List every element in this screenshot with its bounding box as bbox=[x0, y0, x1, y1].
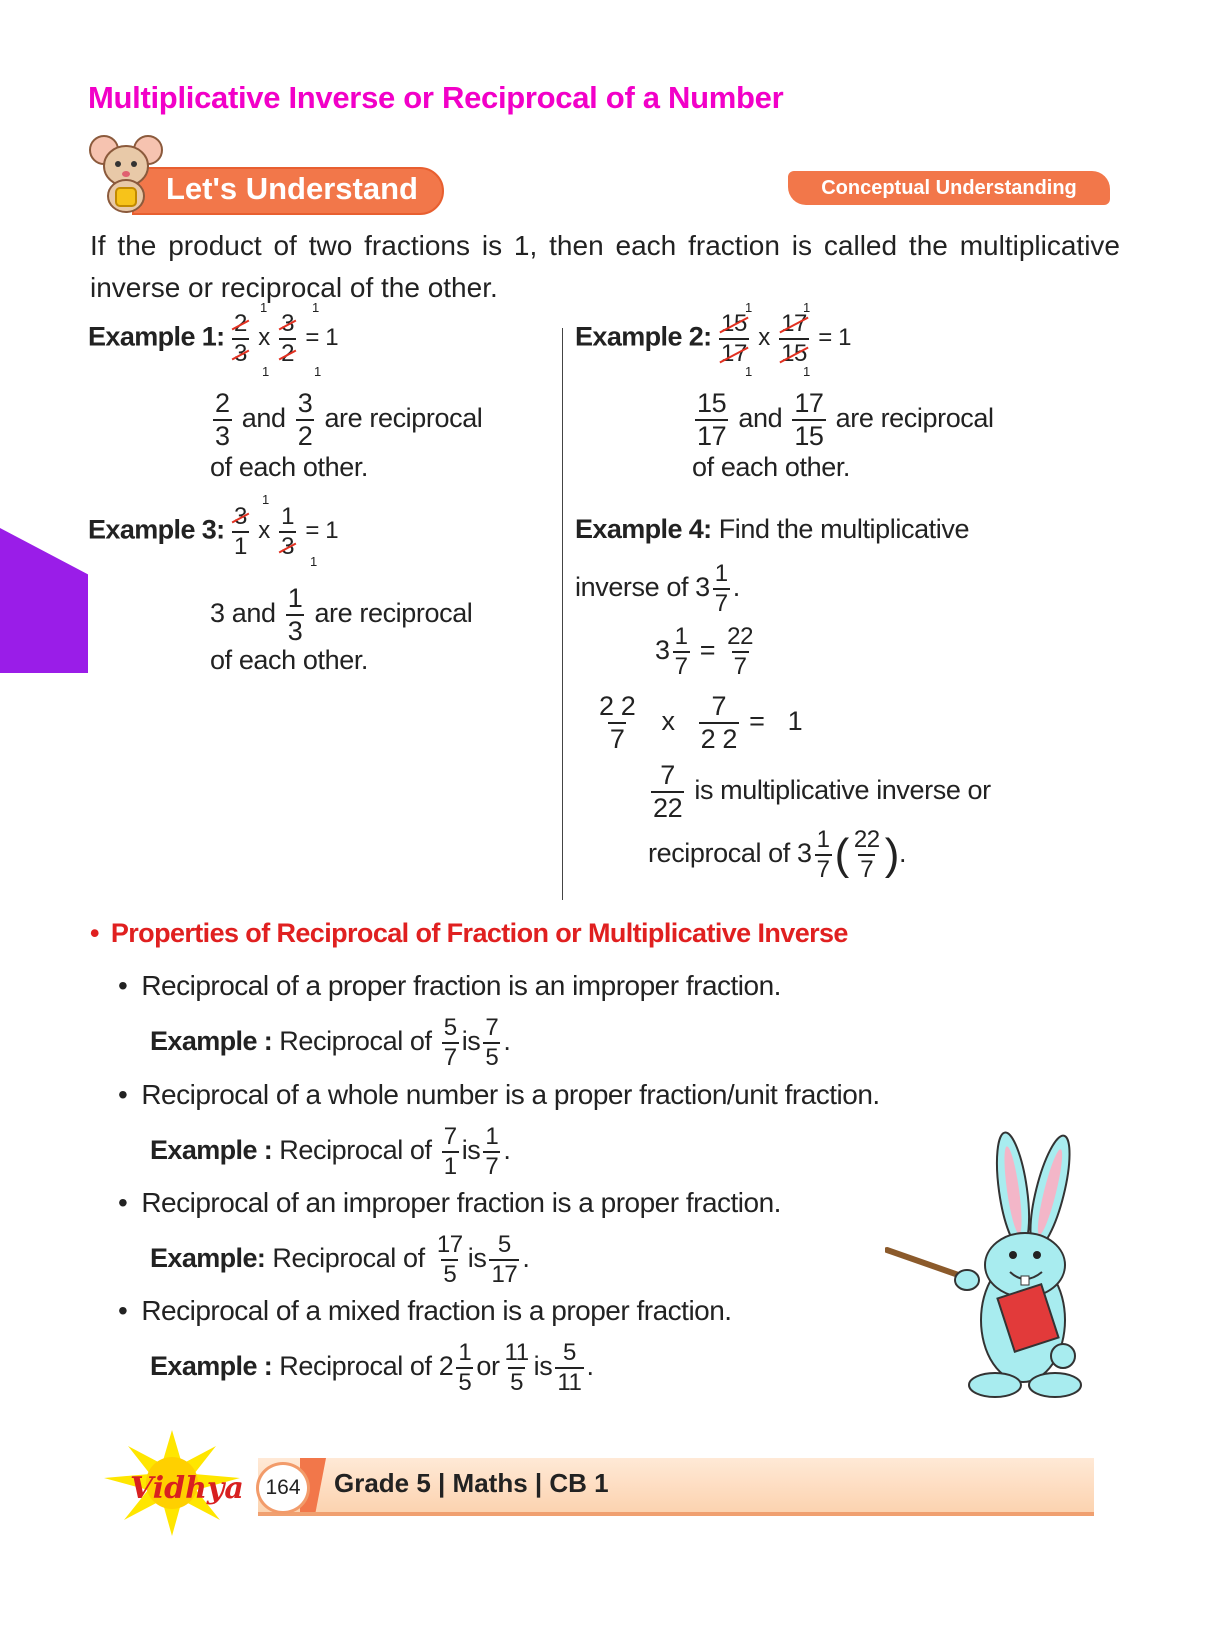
cancel-mark: 1 bbox=[310, 554, 318, 569]
cancel-mark: 1 bbox=[314, 364, 322, 379]
frac-den: 2 bbox=[297, 421, 313, 451]
frac-den: 7 bbox=[674, 653, 688, 680]
property-item bbox=[118, 1187, 781, 1219]
example-4-step-1 bbox=[655, 625, 758, 679]
frac-num: 2 2 bbox=[599, 691, 636, 721]
example-1-equation bbox=[88, 312, 338, 366]
frac-num: 5 bbox=[562, 1339, 576, 1366]
frac-num: 1 bbox=[287, 583, 303, 613]
cancel-mark: 1 bbox=[312, 300, 320, 315]
frac-num: 5 bbox=[443, 1014, 457, 1041]
lets-understand-label: Let's Understand bbox=[166, 171, 418, 206]
reciprocal-of-text: reciprocal of bbox=[648, 838, 790, 869]
frac-num: 7 bbox=[443, 1123, 457, 1150]
cancel-mark: 1 bbox=[745, 300, 753, 315]
example-label: Example: bbox=[150, 1243, 266, 1274]
example-3-label: Example 3: bbox=[88, 514, 225, 545]
frac-num: 17 bbox=[436, 1231, 463, 1258]
ex2-a-den: 17 bbox=[721, 340, 747, 367]
question-text-2: inverse of bbox=[575, 572, 689, 603]
cancel-mark: 1 bbox=[262, 492, 270, 507]
ex3-b-num: 1 bbox=[281, 503, 295, 530]
example-2-label: Example 2: bbox=[575, 321, 712, 352]
example-2-statement bbox=[692, 390, 994, 450]
frac-den: 7 bbox=[609, 724, 625, 754]
period: . bbox=[503, 1135, 511, 1166]
frac-den: 7 bbox=[860, 856, 874, 883]
frac-den: 2 2 bbox=[700, 724, 738, 754]
question-text: Find the multiplicative bbox=[718, 514, 970, 544]
ex3-b-den: 3 bbox=[281, 533, 295, 560]
property-example bbox=[150, 1341, 594, 1395]
frac-den: 15 bbox=[794, 421, 824, 451]
ex1-b-den: 2 bbox=[281, 340, 295, 367]
are-reciprocal-text: are reciprocal bbox=[835, 403, 994, 434]
ex1-a-num: 2 bbox=[234, 310, 247, 337]
example-4-question bbox=[575, 514, 969, 545]
frac-num: 2 bbox=[215, 388, 230, 418]
frac-den: 7 bbox=[733, 653, 747, 680]
right-paren: ) bbox=[884, 830, 899, 879]
bullet: • bbox=[90, 918, 99, 948]
frac-num: 22 bbox=[727, 623, 754, 650]
mixed-whole: 3 bbox=[655, 635, 670, 666]
reciprocal-of-text: Reciprocal of bbox=[279, 1351, 432, 1382]
frac-num: 3 bbox=[297, 388, 313, 418]
conceptual-understanding-tag: Conceptual Understanding bbox=[788, 171, 1110, 205]
are-reciprocal-text: are reciprocal bbox=[314, 598, 473, 629]
example-2-statement-2: of each other. bbox=[692, 452, 851, 482]
mixed-whole: 3 bbox=[796, 838, 812, 869]
equals-one: = 1 bbox=[305, 324, 339, 352]
frac-num: 1 bbox=[458, 1339, 472, 1366]
equals-sign: = bbox=[699, 635, 716, 666]
frac-num: 1 bbox=[485, 1123, 499, 1150]
frac-num: 11 bbox=[504, 1339, 529, 1366]
frac-num: 22 bbox=[853, 826, 880, 853]
logo-text: Vidhya bbox=[130, 1471, 244, 1506]
is-text: is bbox=[461, 1135, 481, 1166]
frac-den: 7 bbox=[485, 1153, 499, 1180]
frac-den: 1 bbox=[443, 1153, 457, 1180]
frac-num: 7 bbox=[485, 1014, 499, 1041]
example-label: Example : bbox=[150, 1026, 273, 1057]
cancel-mark: 1 bbox=[260, 300, 268, 315]
frac-den: 5 bbox=[510, 1369, 524, 1396]
property-example bbox=[150, 1233, 529, 1287]
example-3-statement-2: of each other. bbox=[210, 645, 369, 675]
cancel-mark: 1 bbox=[745, 364, 753, 379]
frac-den: 5 bbox=[458, 1369, 472, 1396]
property-rule: Reciprocal of a mixed fraction is a proper fraction. bbox=[141, 1295, 732, 1326]
ex3-a-den: 1 bbox=[234, 533, 247, 560]
bullet: • bbox=[118, 1079, 128, 1110]
frac-den: 5 bbox=[485, 1044, 499, 1071]
reciprocal-of-text: Reciprocal of bbox=[279, 1135, 432, 1166]
frac-num: 1 bbox=[816, 826, 830, 853]
example-4-statement bbox=[648, 762, 991, 822]
frac-den: 17 bbox=[491, 1261, 518, 1288]
example-4-label: Example 4: bbox=[575, 514, 712, 544]
ex1-b-num: 3 bbox=[281, 310, 295, 337]
whole-number: 3 bbox=[210, 598, 225, 629]
and-text: and bbox=[738, 403, 783, 434]
example-4-question-2 bbox=[575, 562, 740, 616]
frac-den: 5 bbox=[443, 1261, 457, 1288]
bullet: • bbox=[118, 970, 128, 1001]
frac-den: 7 bbox=[443, 1044, 457, 1071]
mixed-whole: 2 bbox=[438, 1351, 454, 1382]
page-number: 164 bbox=[256, 1462, 310, 1514]
left-paren: ( bbox=[834, 830, 849, 879]
frac-num: 15 bbox=[697, 388, 727, 418]
mouse-mascot-icon bbox=[86, 132, 168, 214]
frac-num: 17 bbox=[794, 388, 824, 418]
example-3-equation bbox=[88, 505, 338, 559]
bunny-teacher-icon bbox=[885, 1130, 1095, 1410]
times-sign: x bbox=[758, 324, 770, 352]
property-example bbox=[150, 1125, 510, 1179]
period: . bbox=[586, 1351, 594, 1382]
frac-num: 7 bbox=[660, 760, 675, 790]
page-title: Multiplicative Inverse or Reciprocal of a Number bbox=[88, 80, 784, 115]
mixed-whole: 3 bbox=[695, 572, 710, 603]
ex2-b-num: 17 bbox=[781, 310, 808, 337]
properties-heading-text: Properties of Reciprocal of Fraction or Multiplicative Inverse bbox=[110, 918, 848, 948]
period: . bbox=[899, 838, 907, 869]
property-item bbox=[118, 1079, 880, 1111]
column-divider bbox=[562, 328, 563, 900]
are-reciprocal-text: are reciprocal bbox=[324, 403, 483, 434]
footer-text: Grade 5 | Maths | CB 1 bbox=[334, 1468, 609, 1498]
ex1-a-den: 3 bbox=[234, 340, 247, 367]
vidhya-logo-icon bbox=[90, 1428, 255, 1538]
frac-num: 7 bbox=[711, 691, 727, 721]
times-sign: x bbox=[661, 706, 675, 737]
example-1-statement bbox=[210, 390, 482, 450]
statement-text: is multiplicative inverse or bbox=[694, 775, 991, 806]
property-item bbox=[118, 970, 781, 1002]
example-label: Example : bbox=[150, 1351, 273, 1382]
example-label: Example : bbox=[150, 1135, 273, 1166]
ex2-a-num: 15 bbox=[721, 310, 747, 337]
is-text: is bbox=[533, 1351, 553, 1382]
frac-num: 1 bbox=[674, 623, 688, 650]
example-4-statement-2 bbox=[648, 828, 906, 882]
frac-den: 3 bbox=[287, 616, 303, 646]
frac-den: 7 bbox=[816, 856, 830, 883]
and-text: and bbox=[231, 598, 276, 629]
period: . bbox=[732, 572, 740, 603]
frac-num: 1 bbox=[714, 560, 728, 587]
side-tab bbox=[0, 528, 88, 673]
intro-paragraph: If the product of two fractions is 1, then each fraction is called the multiplicative inverse or reciprocal of the other. bbox=[90, 230, 1120, 303]
is-text: is bbox=[467, 1243, 487, 1274]
times-sign: x bbox=[258, 517, 270, 545]
cancel-mark: 1 bbox=[803, 364, 811, 379]
equals-sign: = bbox=[749, 706, 765, 737]
cancel-mark: 1 bbox=[262, 364, 270, 379]
frac-den: 11 bbox=[557, 1369, 582, 1396]
times-sign: x bbox=[258, 324, 270, 352]
result-one: 1 bbox=[787, 706, 803, 737]
property-item bbox=[118, 1295, 732, 1327]
property-rule: Reciprocal of an improper fraction is a proper fraction. bbox=[141, 1187, 781, 1218]
ex3-a-num: 3 bbox=[234, 503, 247, 530]
or-text: or bbox=[476, 1351, 500, 1382]
period: . bbox=[503, 1026, 511, 1057]
cancel-mark: 1 bbox=[803, 300, 811, 315]
and-text: and bbox=[241, 403, 286, 434]
is-text: is bbox=[461, 1026, 481, 1057]
bullet: • bbox=[118, 1187, 128, 1218]
frac-den: 7 bbox=[714, 590, 728, 617]
ex2-b-den: 15 bbox=[781, 340, 808, 367]
frac-den: 22 bbox=[653, 793, 683, 823]
example-4-step-2 bbox=[594, 693, 802, 753]
frac-den: 3 bbox=[215, 421, 230, 451]
period: . bbox=[522, 1243, 530, 1274]
example-2-equation bbox=[575, 312, 851, 366]
bullet: • bbox=[118, 1295, 128, 1326]
reciprocal-of-text: Reciprocal of bbox=[272, 1243, 425, 1274]
reciprocal-of-text: Reciprocal of bbox=[279, 1026, 432, 1057]
example-3-statement bbox=[210, 585, 472, 645]
property-example bbox=[150, 1016, 510, 1070]
frac-den: 17 bbox=[697, 421, 727, 451]
example-1-statement-2: of each other. bbox=[210, 452, 369, 482]
example-1-label: Example 1: bbox=[88, 321, 225, 352]
property-rule: Reciprocal of a whole number is a proper fraction/unit fraction. bbox=[141, 1079, 880, 1110]
properties-heading bbox=[90, 918, 848, 949]
property-rule: Reciprocal of a proper fraction is an improper fraction. bbox=[141, 970, 781, 1001]
frac-num: 5 bbox=[497, 1231, 511, 1258]
equals-one: = 1 bbox=[818, 324, 852, 352]
equals-one: = 1 bbox=[305, 517, 339, 545]
